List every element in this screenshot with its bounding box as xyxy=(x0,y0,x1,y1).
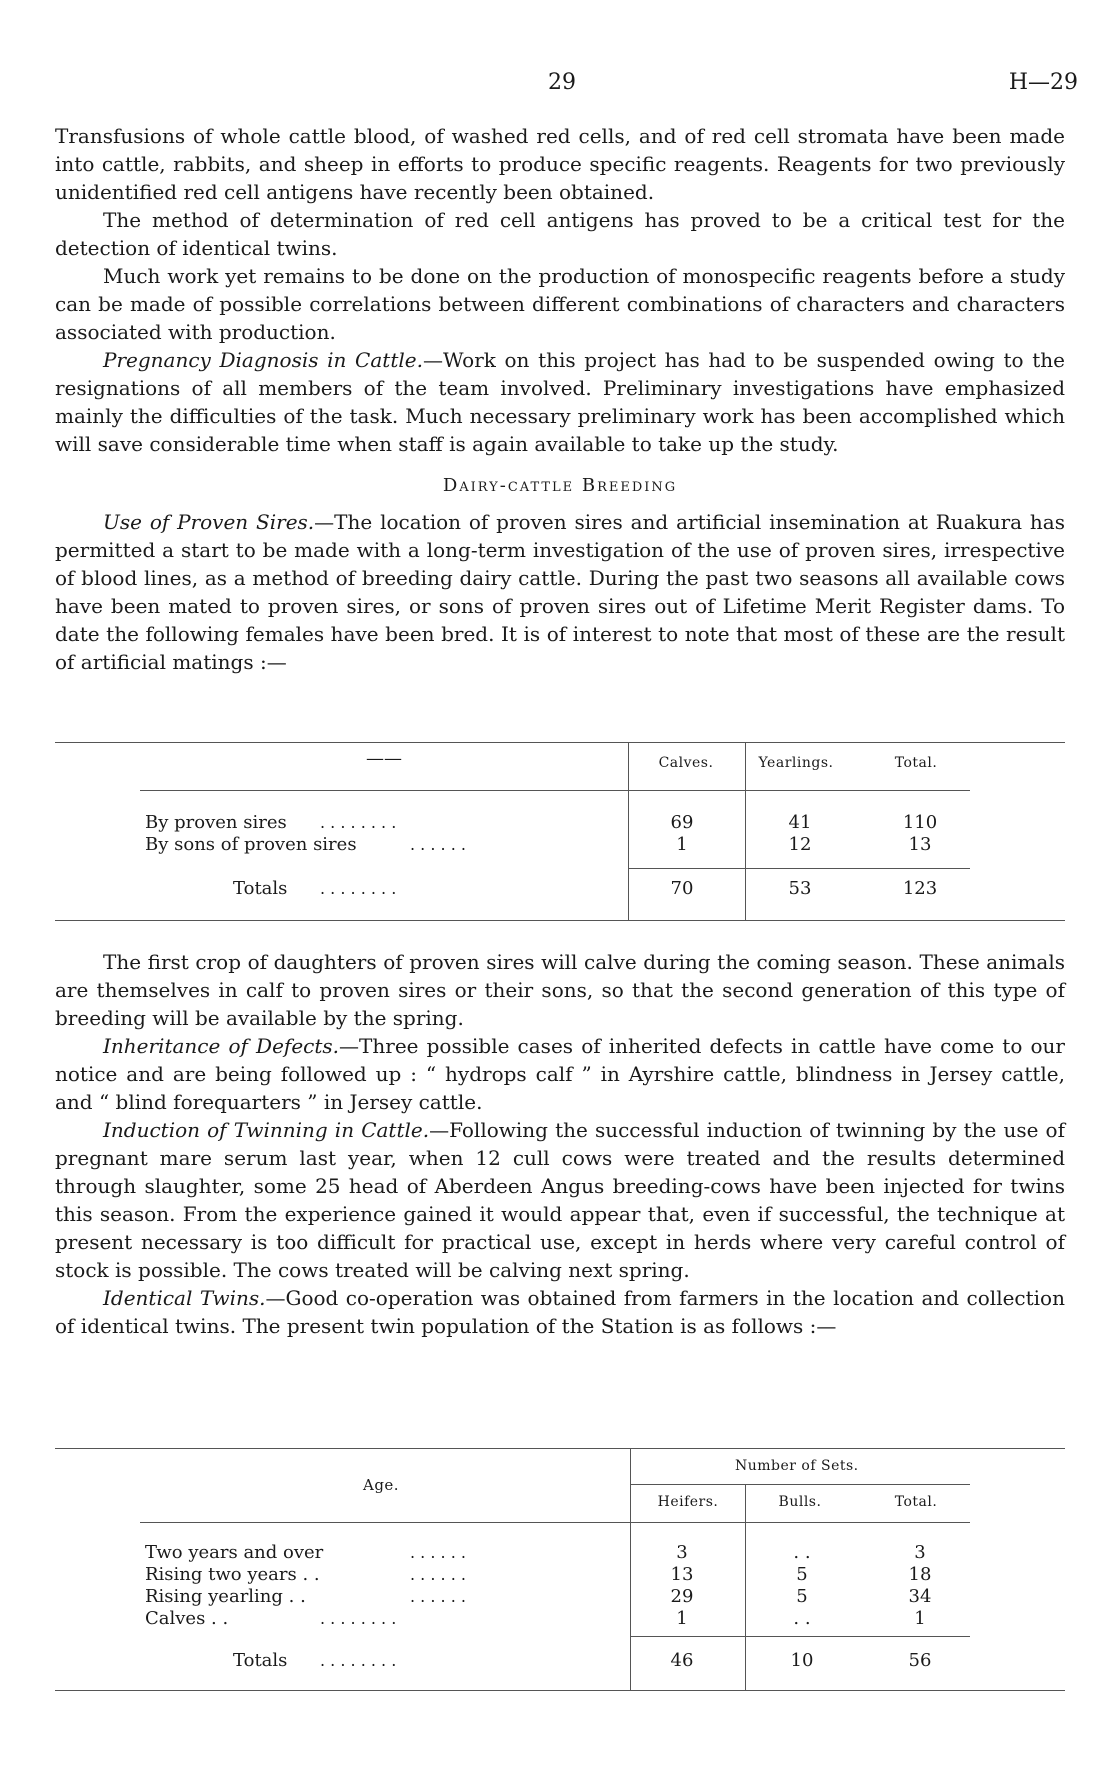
cell-calves: 69 xyxy=(670,812,694,833)
table1-corner: —— xyxy=(366,748,402,769)
row-leader-dots: . . . . . . xyxy=(410,1565,466,1584)
row-leader-dots: . . . . . . xyxy=(410,1587,466,1606)
pregnancy-title: Pregnancy Diagnosis in Cattle. xyxy=(103,348,423,372)
defects-title: Inheritance of Defects. xyxy=(103,1034,340,1058)
cell-bulls: . . xyxy=(793,1542,811,1563)
table1-divider-2 xyxy=(745,742,746,920)
upper-body-text xyxy=(55,122,1065,676)
table2-top-rule xyxy=(55,1448,1065,1449)
row-leader-dots: . . . . . . xyxy=(410,835,466,854)
table2-col-heifers: Heifers. xyxy=(657,1494,719,1510)
cell-heifers: 1 xyxy=(676,1608,688,1629)
defects-text: —Three possible cases of inherited defects in cattle have come to our notice and are being followed up : “ hydrops calf ” in Ayrshire cattle, blindness in Jersey cattle, and “ blind forequarters ” in Jersey cattle. xyxy=(55,1034,1065,1114)
table2-bottom-rule xyxy=(55,1690,1065,1691)
page-number: 29 xyxy=(548,70,576,95)
table2-col-total: Total. xyxy=(894,1494,938,1510)
cell-heifers: 3 xyxy=(676,1542,688,1563)
page-header xyxy=(0,70,1114,100)
row-label: Calves . . xyxy=(145,1608,229,1629)
table1-col-total: Total. xyxy=(894,755,938,771)
cell-total: 110 xyxy=(902,812,938,833)
totals-label: Totals xyxy=(233,878,288,899)
cell-bulls: 5 xyxy=(796,1586,808,1607)
cell-heifers: 29 xyxy=(670,1586,694,1607)
table1-col-yearlings: Yearlings. xyxy=(758,755,834,771)
cell-total: 18 xyxy=(908,1564,932,1585)
document-reference: H—29 xyxy=(1008,70,1078,95)
paragraph-twinning xyxy=(55,1116,1065,1284)
identical-title: Identical Twins. xyxy=(103,1286,266,1310)
cell-yearlings: 41 xyxy=(788,812,812,833)
row-leader-dots: . . . . . . . . xyxy=(320,879,397,898)
cell-calves: 1 xyxy=(676,834,688,855)
table1-top-rule xyxy=(55,742,1065,743)
cell-calves: 70 xyxy=(670,878,694,899)
paragraph-transfusions: Transfusions of whole cattle blood, of washed red cells, and of red cell stromata have been made into cattle, rabbits, and sheep in efforts to produce specific reagents. Reagents for two previously unidentified red cell antigens have recently been obtained. xyxy=(55,124,1065,204)
cell-total: 3 xyxy=(914,1542,926,1563)
row-label: Rising two years . . xyxy=(145,1564,320,1585)
table1-divider-1 xyxy=(628,742,629,920)
row-label: By proven sires xyxy=(145,812,287,833)
table1-header-rule xyxy=(140,790,970,791)
table2-totals-rule xyxy=(630,1636,970,1637)
cell-bulls: . . xyxy=(793,1608,811,1629)
identical-text: —Good co-operation was obtained from farmers in the location and collection of identical twins. The present twin population of the Station is as follows :— xyxy=(55,1286,1065,1338)
paragraph-monospecific: Much work yet remains to be done on the production of monospecific reagents before a study can be made of possible correlations between different combinations of characters and characters associated with production. xyxy=(55,264,1065,344)
cell-total: 13 xyxy=(908,834,932,855)
table1-totals-rule xyxy=(628,868,970,869)
table1-col-calves: Calves. xyxy=(658,755,714,771)
row-leader-dots: . . . . . . . . xyxy=(320,1609,397,1628)
row-leader-dots: . . . . . . xyxy=(410,1543,466,1562)
paragraph-pregnancy xyxy=(55,346,1065,458)
twinning-title: Induction of Twinning in Cattle. xyxy=(103,1118,430,1142)
table2-header-rule xyxy=(140,1522,970,1523)
paragraph-antigens: The method of determination of red cell antigens has proved to be a critical test for the detection of identical twins. xyxy=(55,208,1065,260)
section-heading: Dairy-cattle Breeding xyxy=(442,475,678,496)
cell-yearlings: 53 xyxy=(788,878,812,899)
twinning-text: —Following the successful induction of twinning by the use of pregnant mare serum last year, when 12 cull cows were treated and the results determined through slaughter, some 25 head of Aberdeen Angus breeding-cows have been injected for twins this season. From the experience gained it would appear that, even if successful, the technique at present necessary is too difficult for practical use, except in herds where very careful control of stock is possible. The cows treated will be calving next spring. xyxy=(55,1118,1065,1282)
cell-total: 1 xyxy=(914,1608,926,1629)
paragraph-proven-sires xyxy=(55,508,1065,676)
cell-yearlings: 12 xyxy=(788,834,812,855)
paragraph-identical-twins xyxy=(55,1284,1065,1340)
cell-total: 56 xyxy=(908,1650,932,1671)
row-label: Two years and over xyxy=(145,1542,324,1563)
pregnancy-text: —Work on this project has had to be suspended owing to the resignations of all members of the team involved. Preliminary investigations have emphasized mainly the difficulties of the task. Much necessary preliminary work has been accomplished which will save considerable time when staff is again available to take up the study. xyxy=(55,348,1065,456)
table2-group-rule xyxy=(630,1484,970,1485)
row-label: By sons of proven sires xyxy=(145,834,357,855)
cell-bulls: 5 xyxy=(796,1564,808,1585)
paragraph-first-crop: The first crop of daughters of proven sires will calve during the coming season. These animals are themselves in calf to proven sires or their sons, so that the second generation of this type of breeding will be available by the spring. xyxy=(55,950,1065,1030)
table2-divider-2 xyxy=(745,1484,746,1690)
row-label: Rising yearling . . xyxy=(145,1586,306,1607)
cell-total: 123 xyxy=(902,878,938,899)
table1-bottom-rule xyxy=(55,920,1065,921)
row-leader-dots: . . . . . . . . xyxy=(320,813,397,832)
cell-heifers: 46 xyxy=(670,1650,694,1671)
cell-total: 34 xyxy=(908,1586,932,1607)
cell-bulls: 10 xyxy=(790,1650,814,1671)
proven-sires-text: —The location of proven sires and artificial insemination at Ruakura has permitted a start to be made with a long-term investigation of the use of proven sires, irrespective of blood lines, as a method of breeding dairy cattle. During the past two seasons all available cows have been mated to proven sires, or sons of proven sires out of Lifetime Merit Register dams. To date the following females have been bred. It is of interest to note that most of these are the result of artificial matings :— xyxy=(55,510,1065,674)
row-leader-dots: . . . . . . . . xyxy=(320,1651,397,1670)
table2-age-header: Age. xyxy=(363,1476,400,1494)
lower-body-text xyxy=(55,948,1065,1340)
cell-heifers: 13 xyxy=(670,1564,694,1585)
table2-divider-1 xyxy=(630,1448,631,1690)
proven-sires-title: Use of Proven Sires. xyxy=(103,510,315,534)
paragraph-defects xyxy=(55,1032,1065,1116)
table2-col-bulls: Bulls. xyxy=(778,1494,822,1510)
table2-group-header: Number of Sets. xyxy=(735,1458,859,1474)
totals-label: Totals xyxy=(233,1650,288,1671)
